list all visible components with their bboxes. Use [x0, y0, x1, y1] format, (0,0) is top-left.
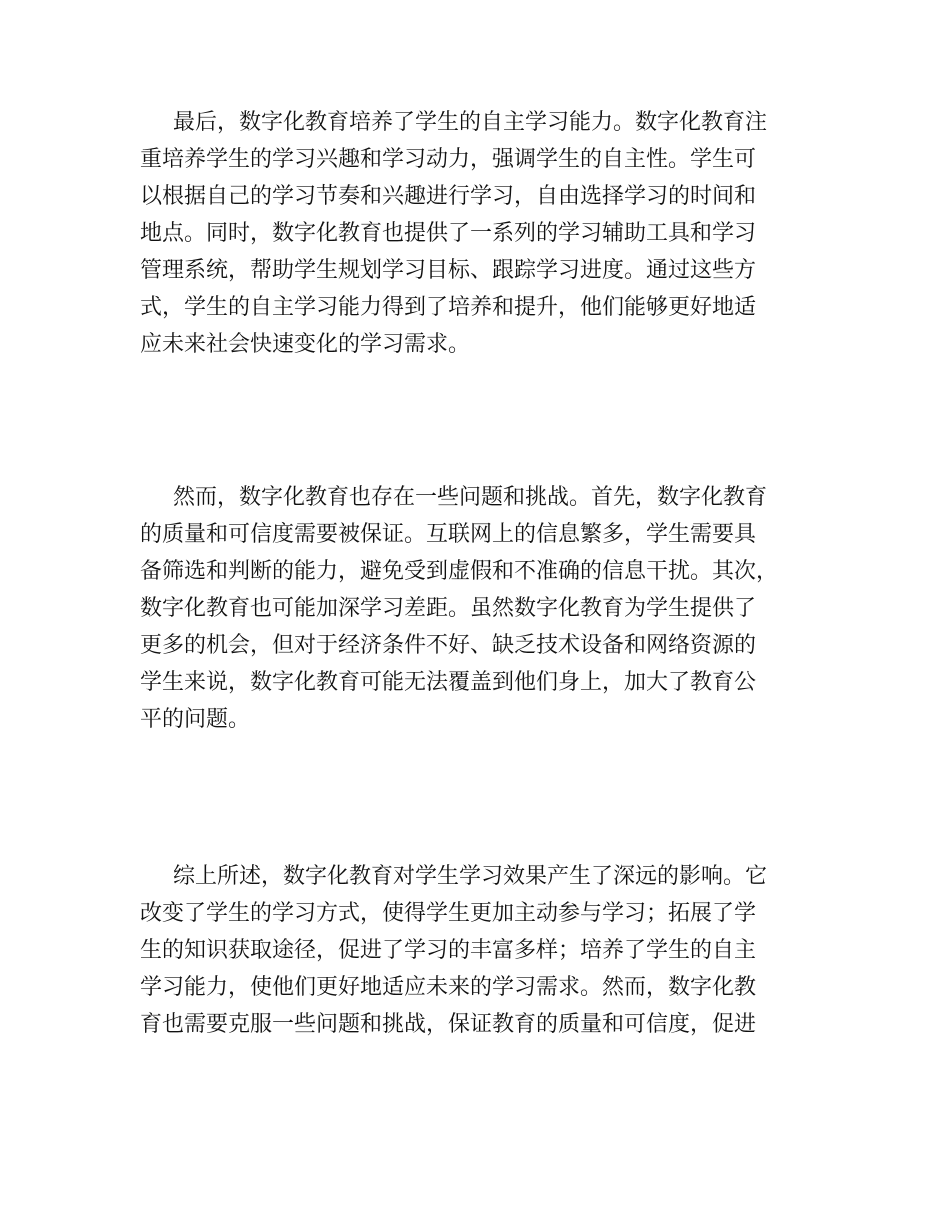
- paragraph-line: 式，学生的自主学习能力得到了培养和提升，他们能够更好地适: [140, 295, 757, 320]
- paragraph-autonomous-learning: [140, 104, 840, 363]
- paragraph-line: 的质量和可信度需要被保证。互联网上的信息繁多，学生需要具: [140, 522, 757, 547]
- paragraph-line: 平的问题。: [140, 707, 251, 732]
- paragraph-line: 备筛选和判断的能力，避免受到虚假和不准确的信息干扰。其次，: [140, 559, 779, 584]
- paragraph-line: 数字化教育也可能加深学习差距。虽然数字化教育为学生提供了: [140, 596, 757, 621]
- paragraph-line: 育也需要克服一些问题和挑战，保证教育的质量和可信度，促进: [140, 1012, 757, 1037]
- paragraph-line: 更多的机会，但对于经济条件不好、缺乏技术设备和网络资源的: [140, 633, 757, 658]
- paragraph-line: 学习能力，使他们更好地适应未来的学习需求。然而，数字化教: [140, 975, 757, 1000]
- paragraph-line: 然而，数字化教育也存在一些问题和挑战。首先，数字化教育: [173, 485, 768, 510]
- paragraph-conclusion: [140, 858, 840, 1043]
- paragraph-line: 生的知识获取途径，促进了学习的丰富多样；培养了学生的自主: [140, 938, 757, 963]
- paragraph-line: 重培养学生的学习兴趣和学习动力，强调学生的自主性。学生可: [140, 147, 757, 172]
- paragraph-line: 学生来说，数字化教育可能无法覆盖到他们身上，加大了教育公: [140, 670, 757, 695]
- paragraph-line: 综上所述，数字化教育对学生学习效果产生了深远的影响。它: [173, 864, 768, 889]
- paragraph-line: 应未来社会快速变化的学习需求。: [140, 332, 471, 357]
- paragraph-challenges: [140, 479, 840, 738]
- paragraph-line: 管理系统，帮助学生规划学习目标、跟踪学习进度。通过这些方: [140, 258, 757, 283]
- paragraph-line: 最后，数字化教育培养了学生的自主学习能力。数字化教育注: [173, 110, 768, 135]
- paragraph-line: 以根据自己的学习节奏和兴趣进行学习，自由选择学习的时间和: [140, 184, 757, 209]
- paragraph-line: 地点。同时，数字化教育也提供了一系列的学习辅助工具和学习: [140, 221, 757, 246]
- paragraph-line: 改变了学生的学习方式，使得学生更加主动参与学习；拓展了学: [140, 901, 757, 926]
